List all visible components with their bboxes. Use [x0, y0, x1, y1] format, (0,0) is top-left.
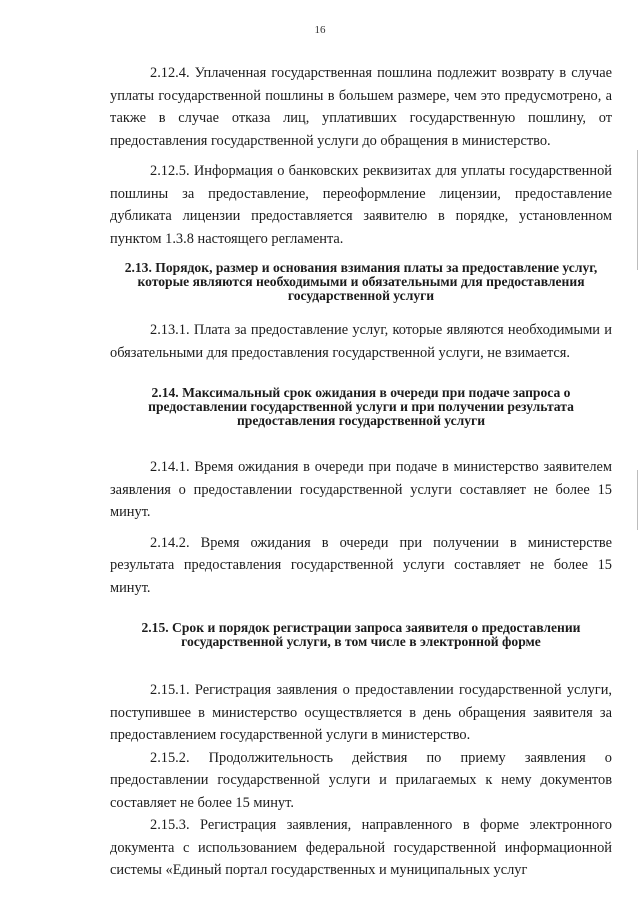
paragraph-2-12-4: 2.12.4. Уплаченная государственная пошлина подлежит возврату в случае уплаты государственной пошлины в большем размере, чем это предусмотрено, а также в случае отказа лиц, уплативших государственную пошлину, от предоставления государственной услуги до обращения в министерство.: [110, 65, 612, 149]
scan-edge-mark: [637, 470, 638, 530]
paragraph-2-14-1: 2.14.1. Время ожидания в очереди при подаче в министерство заявителем заявления о предоставлении государственной услуги составляет не более 15 минут.: [110, 459, 612, 520]
section-heading-2-15: 2.15. Срок и порядок регистрации запроса заявителя о предоставлении государственной услуги, в том числе в электронной форме: [141, 620, 581, 649]
paragraph-2-15-1: 2.15.1. Регистрация заявления о предоставлении государственной услуги, поступившее в министерство осуществляется в день обращения заявителя за предоставлением государственной услуги в министерство.: [110, 682, 612, 743]
document-body: [110, 62, 612, 882]
page-number: 16: [314, 24, 326, 36]
paragraph-2-12-5: 2.12.5. Информация о банковских реквизитах для уплаты государственной пошлины за предоставление, переоформление лицензии, предоставление дубликата лицензии предоставляется заявителю в порядке, установленном пунктом 1.3.8 настоящего регламента.: [110, 163, 612, 247]
scan-edge-mark: [637, 150, 638, 270]
paragraph-2-13-1: 2.13.1. Плата за предоставление услуг, которые являются необходимыми и обязательными для предоставления государственной услуги, не взимается.: [110, 322, 612, 361]
paragraph-2-15-2: 2.15.2. Продолжительность действия по приему заявления о предоставлении государственной услуги и прилагаемых к нему документов составляет не более 15 минут.: [110, 749, 612, 811]
paragraph-2-14-2: 2.14.2. Время ожидания в очереди при получении в министерстве результата предоставления государственной услуги составляет не более 15 минут.: [110, 534, 612, 596]
paragraph-2-15-3: 2.15.3. Регистрация заявления, направленного в форме электронного документа с использованием федеральной государственной информационной системы «Единый портал государственных и муниципальных услуг: [110, 817, 612, 878]
section-heading-2-14: 2.14. Максимальный срок ожидания в очереди при подаче запроса о предоставлении государственной услуги и при получении результата предоставления государственной услуги: [148, 385, 574, 428]
section-heading-2-13: 2.13. Порядок, размер и основания взимания платы за предоставление услуг, которые являются необходимыми и обязательными для предоставления государственной услуги: [124, 260, 598, 303]
